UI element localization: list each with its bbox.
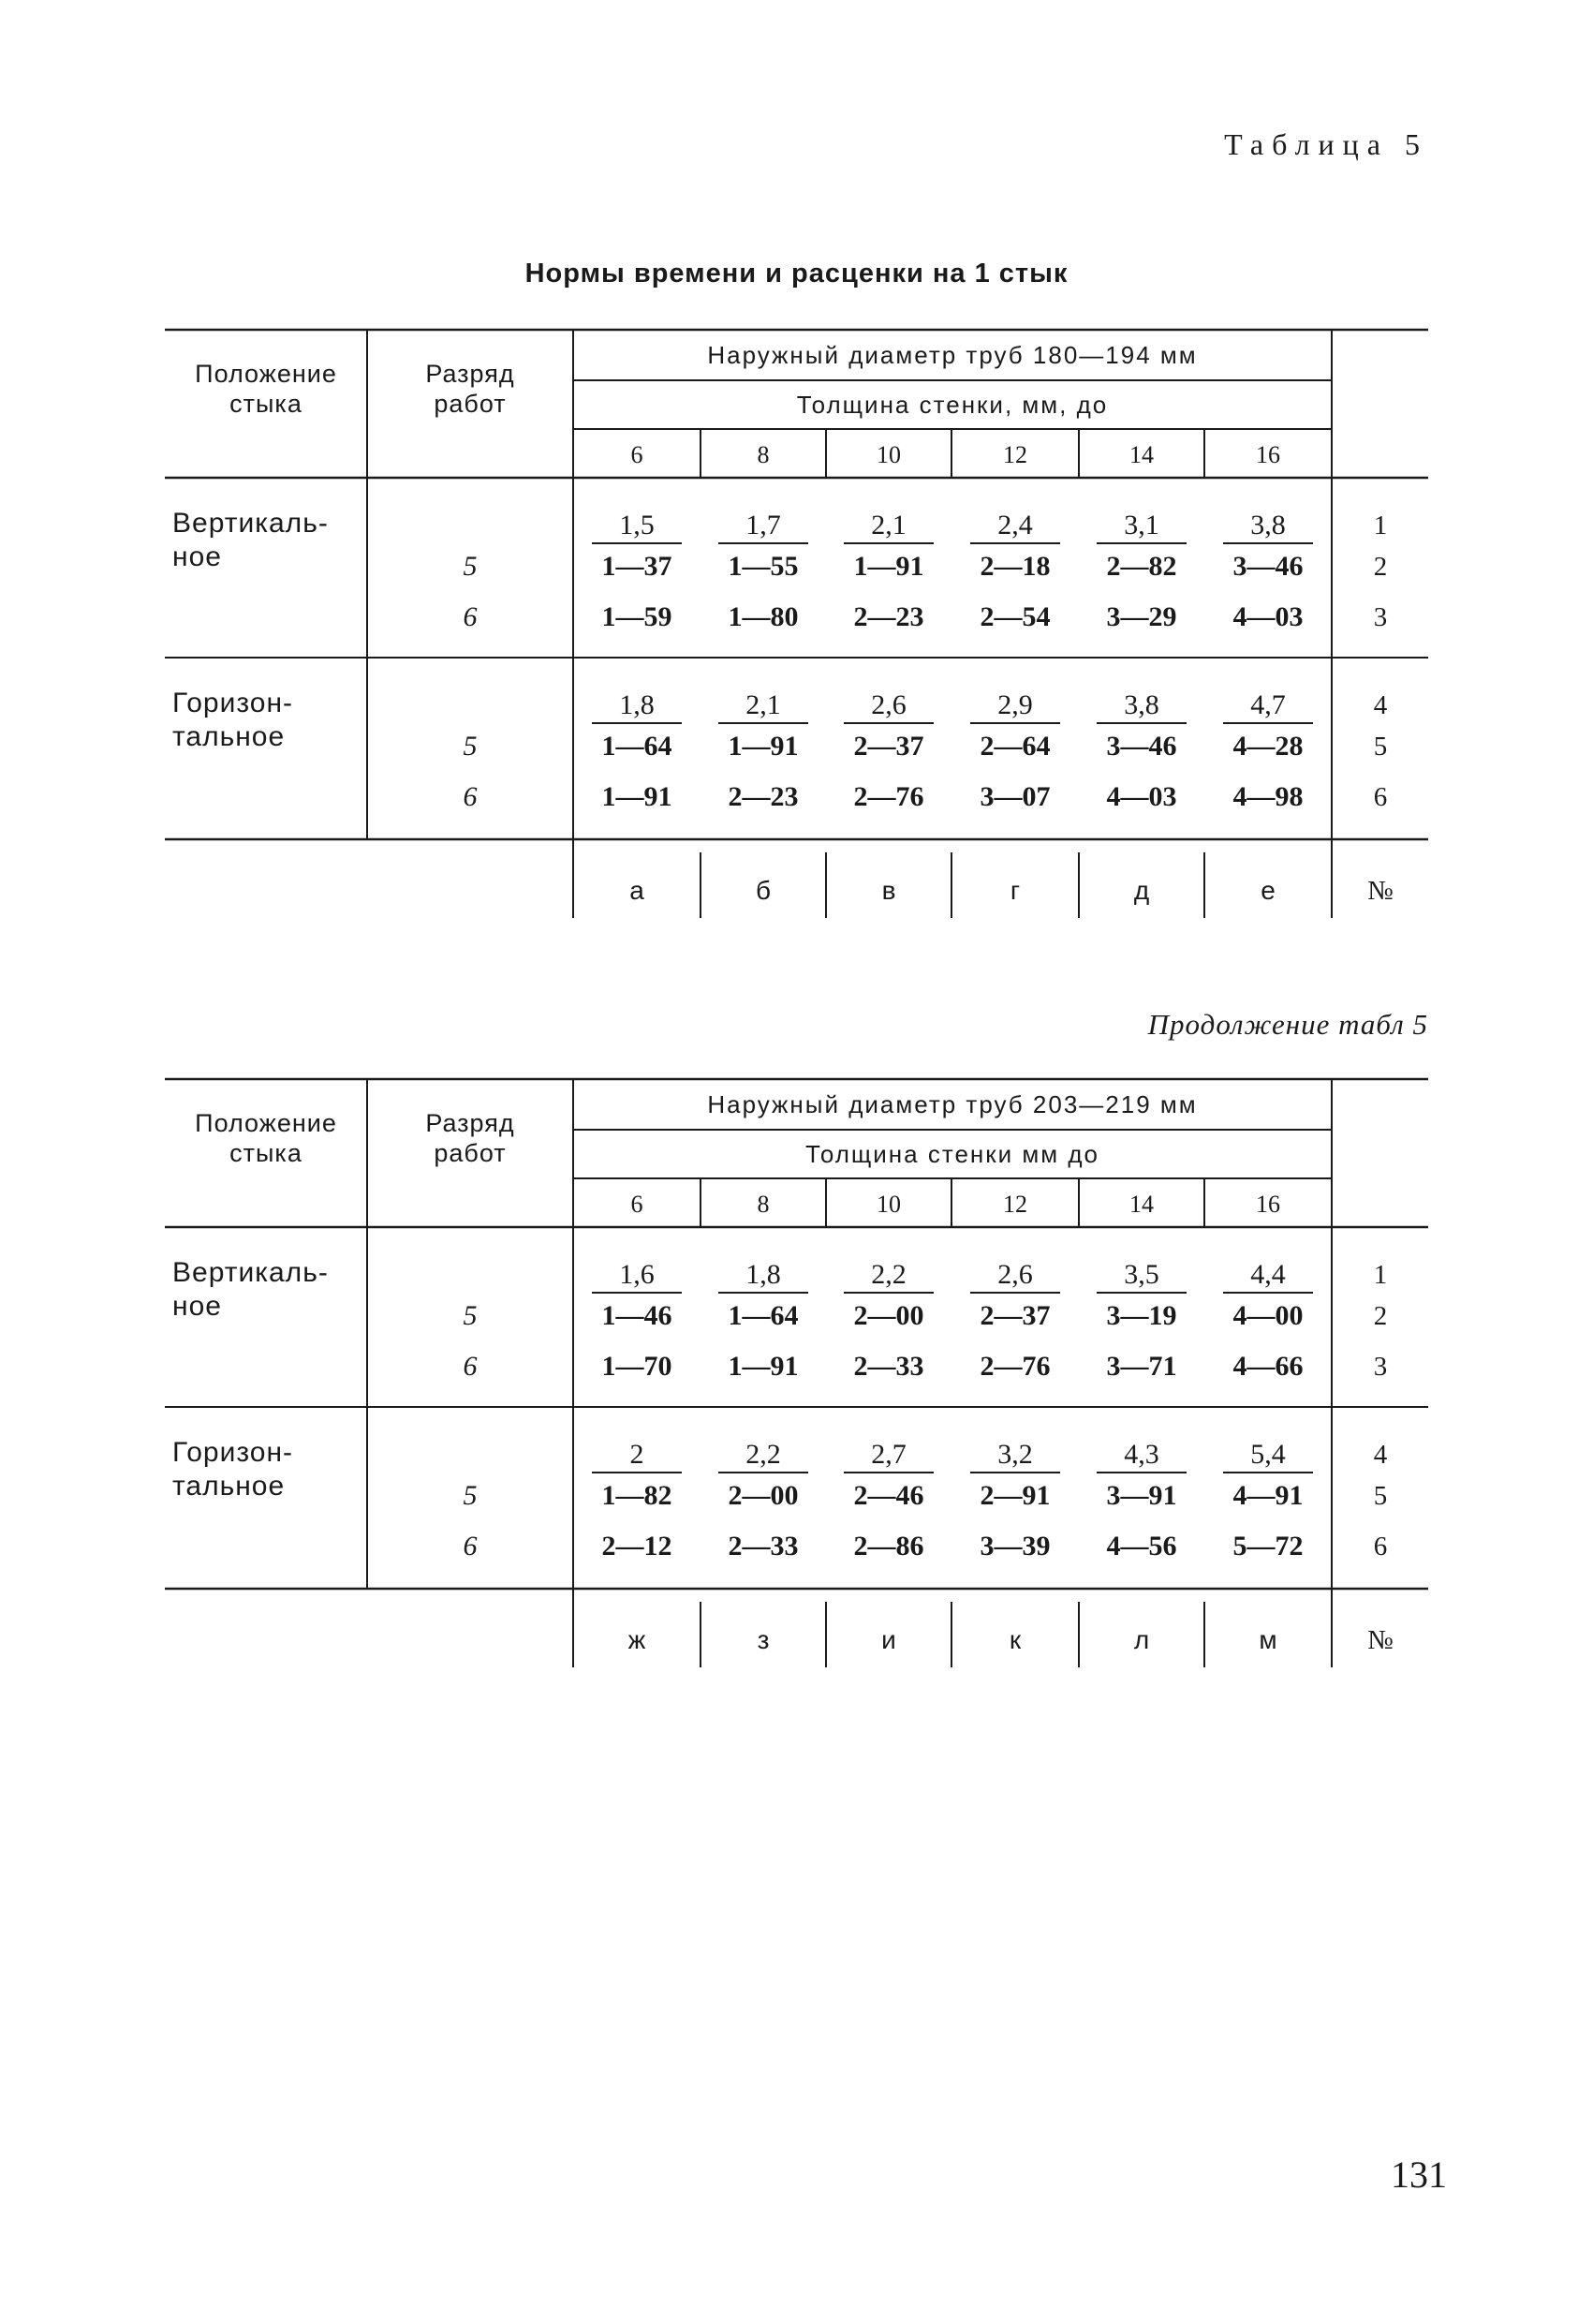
work-grade: 5 — [463, 731, 478, 762]
position-header-word: Положение — [195, 360, 337, 388]
rate-value: 1—59 — [601, 601, 672, 632]
thickness-column-label: 14 — [1129, 1191, 1154, 1218]
time-norm: 2,2 — [871, 1259, 907, 1290]
column-letter: г — [1010, 876, 1021, 905]
position-header-word: стыка — [229, 1139, 302, 1167]
thickness-column-label: 16 — [1256, 441, 1280, 468]
time-norm: 2,1 — [871, 510, 907, 540]
time-norm: 3,2 — [997, 1439, 1033, 1470]
time-norm: 2,6 — [871, 689, 907, 720]
rate-value: 1—80 — [728, 601, 799, 632]
rate-value: 1—64 — [728, 1300, 799, 1331]
joint-position-label: Горизон- — [172, 1437, 294, 1468]
diameter-header: Наружный диаметр труб 180—194 мм — [707, 341, 1198, 369]
thickness-column-label: 6 — [630, 441, 643, 468]
position-header-word: Положение — [195, 1109, 337, 1137]
rate-value: 2—00 — [853, 1300, 924, 1331]
rate-value: 1—91 — [853, 551, 924, 582]
rate-value: 3—39 — [980, 1531, 1051, 1562]
time-norm: 2,1 — [745, 689, 781, 720]
rate-value: 2—76 — [980, 1351, 1051, 1382]
time-norm: 1,6 — [619, 1259, 655, 1290]
grade-header-word: Разряд — [425, 1109, 515, 1137]
rate-value: 2—76 — [853, 781, 924, 812]
work-grade: 6 — [463, 1351, 478, 1382]
joint-position-label: тальное — [172, 721, 286, 752]
row-number: 6 — [1373, 782, 1388, 812]
rate-value: 3—46 — [1106, 731, 1177, 762]
rate-value: 2—64 — [980, 731, 1051, 762]
rate-value: 2—23 — [728, 781, 799, 812]
column-letter: а — [629, 876, 644, 905]
rate-value: 2—23 — [853, 601, 924, 632]
column-letter: и — [881, 1625, 896, 1654]
time-norm: 2,4 — [997, 510, 1033, 540]
work-grade: 6 — [463, 1531, 478, 1562]
column-letter: ж — [627, 1625, 646, 1654]
rate-value: 2—00 — [728, 1480, 799, 1511]
row-number: 1 — [1373, 511, 1388, 540]
rate-value: 3—07 — [980, 781, 1051, 812]
column-letter: л — [1133, 1625, 1150, 1654]
norms-table-2-container — [0, 1058, 1593, 1700]
rate-value: 4—66 — [1232, 1351, 1304, 1382]
joint-position-label: Вертикаль- — [172, 1257, 329, 1288]
time-norm: 1,8 — [619, 689, 655, 720]
time-norm: 5,4 — [1250, 1439, 1286, 1470]
thickness-column-label: 6 — [630, 1191, 643, 1218]
rate-value: 1—91 — [728, 731, 799, 762]
rate-value: 4—98 — [1232, 781, 1304, 812]
rate-value: 4—00 — [1232, 1300, 1304, 1331]
continuation-label: Продолжение табл 5 — [1147, 1008, 1428, 1041]
position-header-line — [195, 1109, 337, 1167]
rate-value: 3—19 — [1106, 1300, 1177, 1331]
position-header-line — [195, 360, 337, 418]
time-norm: 3,8 — [1124, 689, 1159, 720]
column-letter: м — [1259, 1625, 1277, 1654]
norms-table-2 — [0, 1058, 1593, 1695]
rate-value: 1—55 — [728, 551, 799, 582]
rate-value: 1—91 — [601, 781, 672, 812]
rate-value: 2—91 — [980, 1480, 1051, 1511]
row-number: 1 — [1373, 1260, 1388, 1290]
rate-value: 2—37 — [980, 1300, 1051, 1331]
table-title: Нормы времени и расценки на 1 стык — [524, 259, 1069, 289]
time-norm: 3,1 — [1124, 510, 1159, 540]
thickness-header: Толщина стенки мм до — [804, 1140, 1100, 1168]
rate-value: 1—91 — [728, 1351, 799, 1382]
time-norm: 4,7 — [1250, 689, 1286, 720]
time-norm: 1,8 — [745, 1259, 781, 1290]
thickness-column-label: 8 — [757, 441, 770, 468]
row-number: 5 — [1373, 1481, 1388, 1511]
work-grade: 5 — [463, 1300, 478, 1331]
rate-value: 1—70 — [601, 1351, 672, 1382]
rate-value: 2—33 — [728, 1531, 799, 1562]
number-sign: № — [1367, 876, 1394, 906]
joint-position-label: Горизон- — [172, 688, 294, 718]
row-number: 3 — [1373, 602, 1388, 632]
rate-value: 2—18 — [980, 551, 1051, 582]
rate-value: 1—82 — [601, 1480, 672, 1511]
column-letter: з — [757, 1625, 770, 1654]
joint-position-label: ное — [172, 541, 222, 572]
thickness-column-label: 14 — [1129, 441, 1154, 468]
rate-value: 4—91 — [1232, 1480, 1304, 1511]
row-number: 3 — [1373, 1352, 1388, 1382]
rate-value: 2—12 — [601, 1531, 672, 1562]
rate-value: 3—71 — [1106, 1351, 1177, 1382]
grade-header-word: работ — [434, 1139, 507, 1167]
time-norm: 4,4 — [1250, 1259, 1286, 1290]
grade-header — [425, 360, 514, 418]
row-number: 2 — [1373, 552, 1388, 582]
time-norm: 3,5 — [1124, 1259, 1159, 1290]
work-grade: 6 — [463, 601, 478, 632]
row-number: 6 — [1373, 1532, 1388, 1562]
norms-table-1 — [0, 309, 1593, 946]
rate-value: 1—46 — [601, 1300, 672, 1331]
position-header-word: стыка — [229, 390, 302, 418]
column-letter: б — [755, 876, 772, 905]
work-grade: 5 — [463, 1480, 478, 1511]
row-number: 4 — [1373, 1440, 1388, 1470]
joint-position-label: тальное — [172, 1471, 286, 1502]
rate-value: 2—46 — [853, 1480, 924, 1511]
rate-value: 4—03 — [1106, 781, 1177, 812]
thickness-column-label: 12 — [1003, 441, 1027, 468]
thickness-column-label: 12 — [1003, 1191, 1027, 1218]
time-norm: 1,7 — [745, 510, 781, 540]
time-norm: 4,3 — [1124, 1439, 1159, 1470]
rate-value: 4—28 — [1232, 731, 1304, 762]
thickness-column-label: 16 — [1256, 1191, 1280, 1218]
norms-table-1-container — [0, 309, 1593, 951]
rate-value: 3—46 — [1232, 551, 1304, 582]
time-norm: 2,2 — [745, 1439, 781, 1470]
table-label: Таблица 5 — [1224, 127, 1428, 161]
rate-value: 3—29 — [1106, 601, 1177, 632]
row-number: 4 — [1373, 690, 1388, 720]
grade-header-word: работ — [434, 390, 507, 418]
rate-value: 1—64 — [601, 731, 672, 762]
row-number: 5 — [1373, 732, 1388, 762]
thickness-header: Толщина стенки, мм, до — [796, 391, 1109, 419]
rate-value: 2—54 — [980, 601, 1051, 632]
time-norm: 2 — [629, 1439, 644, 1470]
thickness-column-label: 10 — [877, 1191, 901, 1218]
rate-value: 4—56 — [1106, 1531, 1177, 1562]
rate-value: 2—82 — [1106, 551, 1177, 582]
thickness-column-label: 10 — [877, 441, 901, 468]
column-letter: в — [881, 876, 896, 905]
joint-position-label: Вертикаль- — [172, 508, 329, 539]
rate-value: 3—91 — [1106, 1480, 1177, 1511]
rate-value: 2—37 — [853, 731, 924, 762]
time-norm: 1,5 — [619, 510, 655, 540]
column-letter: д — [1133, 876, 1150, 905]
time-norm: 2,9 — [997, 689, 1033, 720]
grade-header-word: Разряд — [425, 360, 515, 388]
column-letter: к — [1009, 1625, 1022, 1654]
column-letter: е — [1261, 876, 1276, 905]
joint-position-label: ное — [172, 1291, 222, 1322]
diameter-header: Наружный диаметр труб 203—219 мм — [707, 1090, 1198, 1118]
time-norm: 2,7 — [871, 1439, 907, 1470]
work-grade: 6 — [463, 781, 478, 812]
rate-value: 5—72 — [1232, 1531, 1304, 1562]
page-number: 131 — [1391, 2154, 1447, 2196]
rate-value: 2—86 — [853, 1531, 924, 1562]
rate-value: 1—37 — [601, 551, 672, 582]
thickness-column-label: 8 — [757, 1191, 770, 1218]
work-grade: 5 — [463, 551, 478, 582]
time-norm: 2,6 — [997, 1259, 1033, 1290]
rate-value: 4—03 — [1232, 601, 1304, 632]
rate-value: 2—33 — [853, 1351, 924, 1382]
time-norm: 3,8 — [1250, 510, 1286, 540]
grade-header — [425, 1109, 514, 1167]
row-number: 2 — [1373, 1301, 1388, 1331]
number-sign: № — [1367, 1625, 1394, 1655]
